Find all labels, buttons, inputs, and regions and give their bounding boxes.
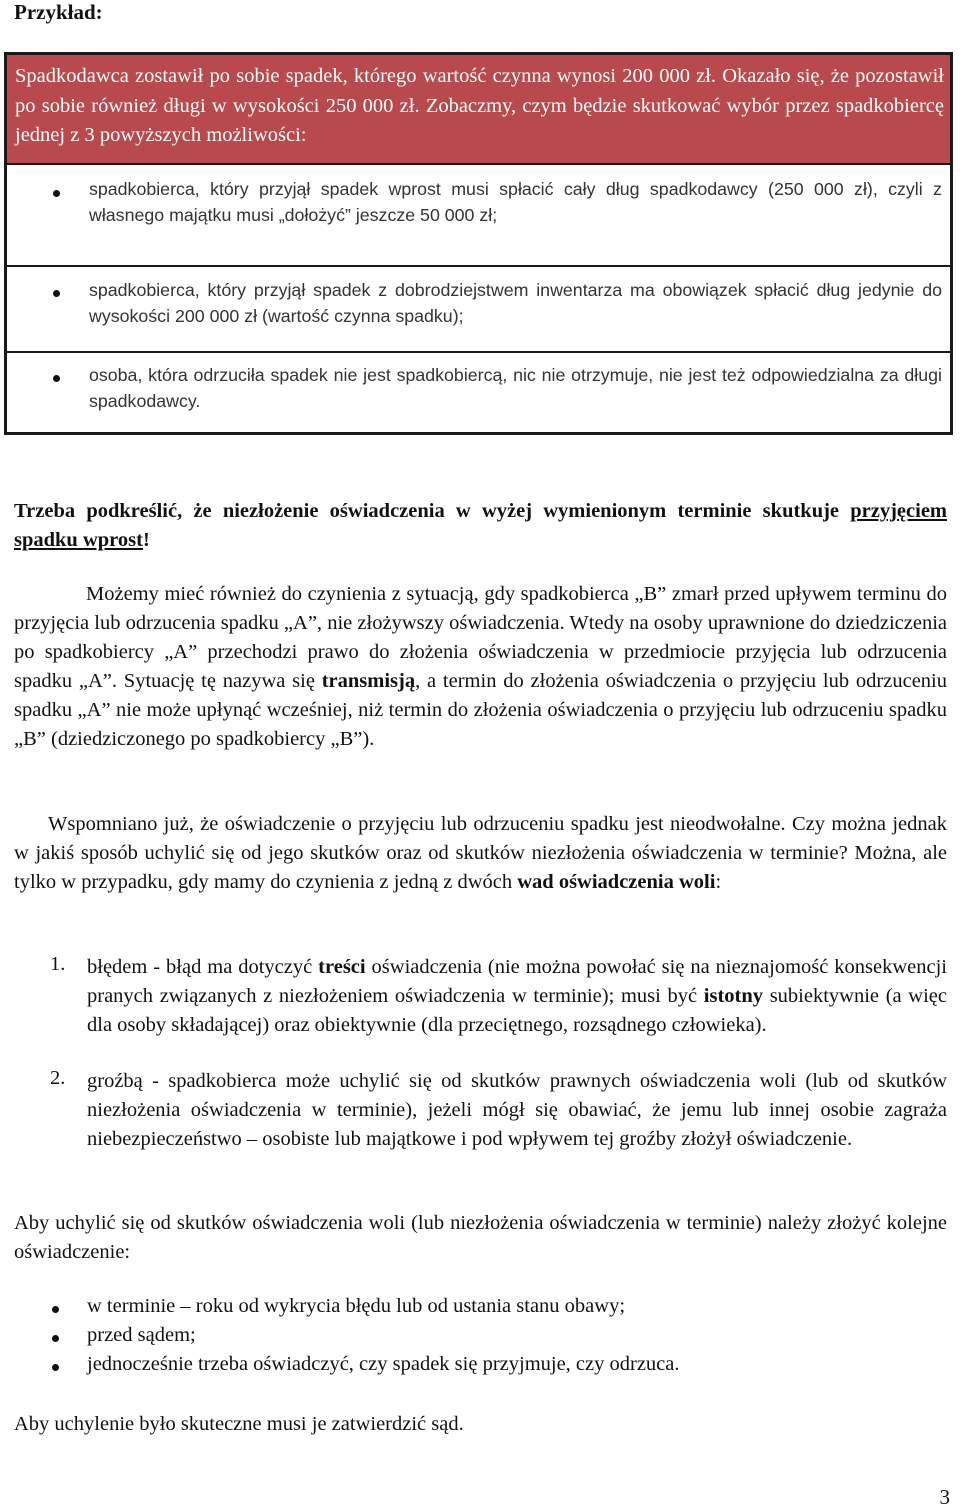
revocation-paragraph: Aby uchylić się od skutków oświadczenia woli (lub niezłożenia oświadczenia w terminie) należy złożyć kolejne oświadczenie:	[14, 1212, 947, 1263]
bullet-icon	[53, 290, 60, 297]
defects-paragraph: Wspomniano już, że oświadczenie o przyjęciu lub odrzuceniu spadku jest nieodwołalne. Czy można jednak w jakiś sposób uchylić się od jego skutków oraz od skutków niezłożenia oświadczenia w terminie? Można, ale tylko w przypadku, gdy mamy do czynienia z jedną z dwóch wad oświadczenia woli:	[14, 813, 947, 893]
page-number: 3	[939, 1485, 950, 1509]
box-item-3: osoba, która odrzuciła spadek nie jest spadkobiercą, nic nie otrzymuje, nie jest też odpowiedzialna za długi spadkodawcy.	[89, 365, 942, 411]
bullet-icon	[52, 1364, 59, 1371]
box-item-2: spadkobierca, który przyjął spadek z dobrodziejstwem inwentarza ma obowiązek spłacić dług jedynie do wysokości 200 000 zł (wartość czynna spadku);	[89, 280, 942, 326]
list-item-error: błędem - błąd ma dotyczyć treści oświadczenia (nie można powołać się na nieznajomość konsekwencji pranych związanych z niezłożeniem oświadczenia w terminie); musi być istotny subiektywnie (a więc dla osoby składającej) oraz obiektywnie (dla przeciętnego, rozsądnego człowieka).	[87, 956, 948, 1036]
box-item-1: spadkobierca, który przyjął spadek wprost musi spłacić cały dług spadkodawcy (250 000 zł), czyli z własnego majątku musi „dołożyć” jeszcze 50 000 zł;	[89, 179, 942, 225]
divider	[7, 163, 950, 165]
list-item: jednocześnie trzeba oświadczyć, czy spadek się przyjmuje, czy odrzuca.	[87, 1353, 680, 1375]
bullet-icon	[52, 1306, 59, 1313]
example-box	[4, 52, 953, 435]
divider	[7, 351, 950, 353]
example-heading: Przykład:	[14, 0, 103, 24]
list-item-threat: groźbą - spadkobierca może uchylić się od skutków prawnych oświadczenia woli (lub od skutków niezłożenia oświadczenia w terminie), jeżeli mógł się obawiać, że jemu lub innej osobie zagraża niebezpieczeństwo – osobiste lub majątkowe i pod wpływem tej groźby złożył oświadczenie.	[87, 1070, 947, 1150]
bullet-icon	[53, 375, 60, 382]
list-item: w terminie – roku od wykrycia błędu lub od ustania stanu obawy;	[87, 1295, 626, 1317]
bullet-icon	[53, 190, 60, 197]
list-number-2: 2.	[50, 1067, 66, 1089]
example-intro: Spadkodawca zostawił po sobie spadek, którego wartość czynna wynosi 200 000 zł. Okazało się, że pozostawił po sobie również długi w wysokości 250 000 zł. Zobaczmy, czym będzie skutkować wybór przez spadkobiercę jednej z 3 powyższych możliwości:	[7, 55, 950, 163]
list-number-1: 1.	[50, 953, 66, 975]
transmission-paragraph: Możemy mieć również do czynienia z sytuacją, gdy spadkobierca „B” zmarł przed upływem terminu do przyjęcia lub odrzucenia spadku „A”, nie złożywszy oświadczenia. Wtedy na osoby uprawnione do dziedziczenia po spadkobiercy „A” przechodzi prawo do złożenia oświadczenia w przedmiocie przyjęcia lub odrzucenia spadku „A”. Sytuację tę nazywa się transmisją, a termin do złożenia oświadczenia o przyjęciu lub odrzuceniu spadku „A” nie może upłynąć wcześniej, niż termin do złożenia oświadczenia o przyjęciu lub odrzuceniu spadku „B” (dziedziczonego po spadkobiercy „B”).	[14, 583, 947, 750]
bullet-icon	[52, 1335, 59, 1342]
closing-sentence: Aby uchylenie było skuteczne musi je zatwierdzić sąd.	[14, 1413, 464, 1435]
divider	[7, 265, 950, 267]
emphasis-paragraph: Trzeba podkreślić, że niezłożenie oświadczenia w wyżej wymienionym terminie skutkuje przyjęciem spadku wprost!	[14, 500, 947, 551]
list-item: przed sądem;	[87, 1324, 196, 1346]
